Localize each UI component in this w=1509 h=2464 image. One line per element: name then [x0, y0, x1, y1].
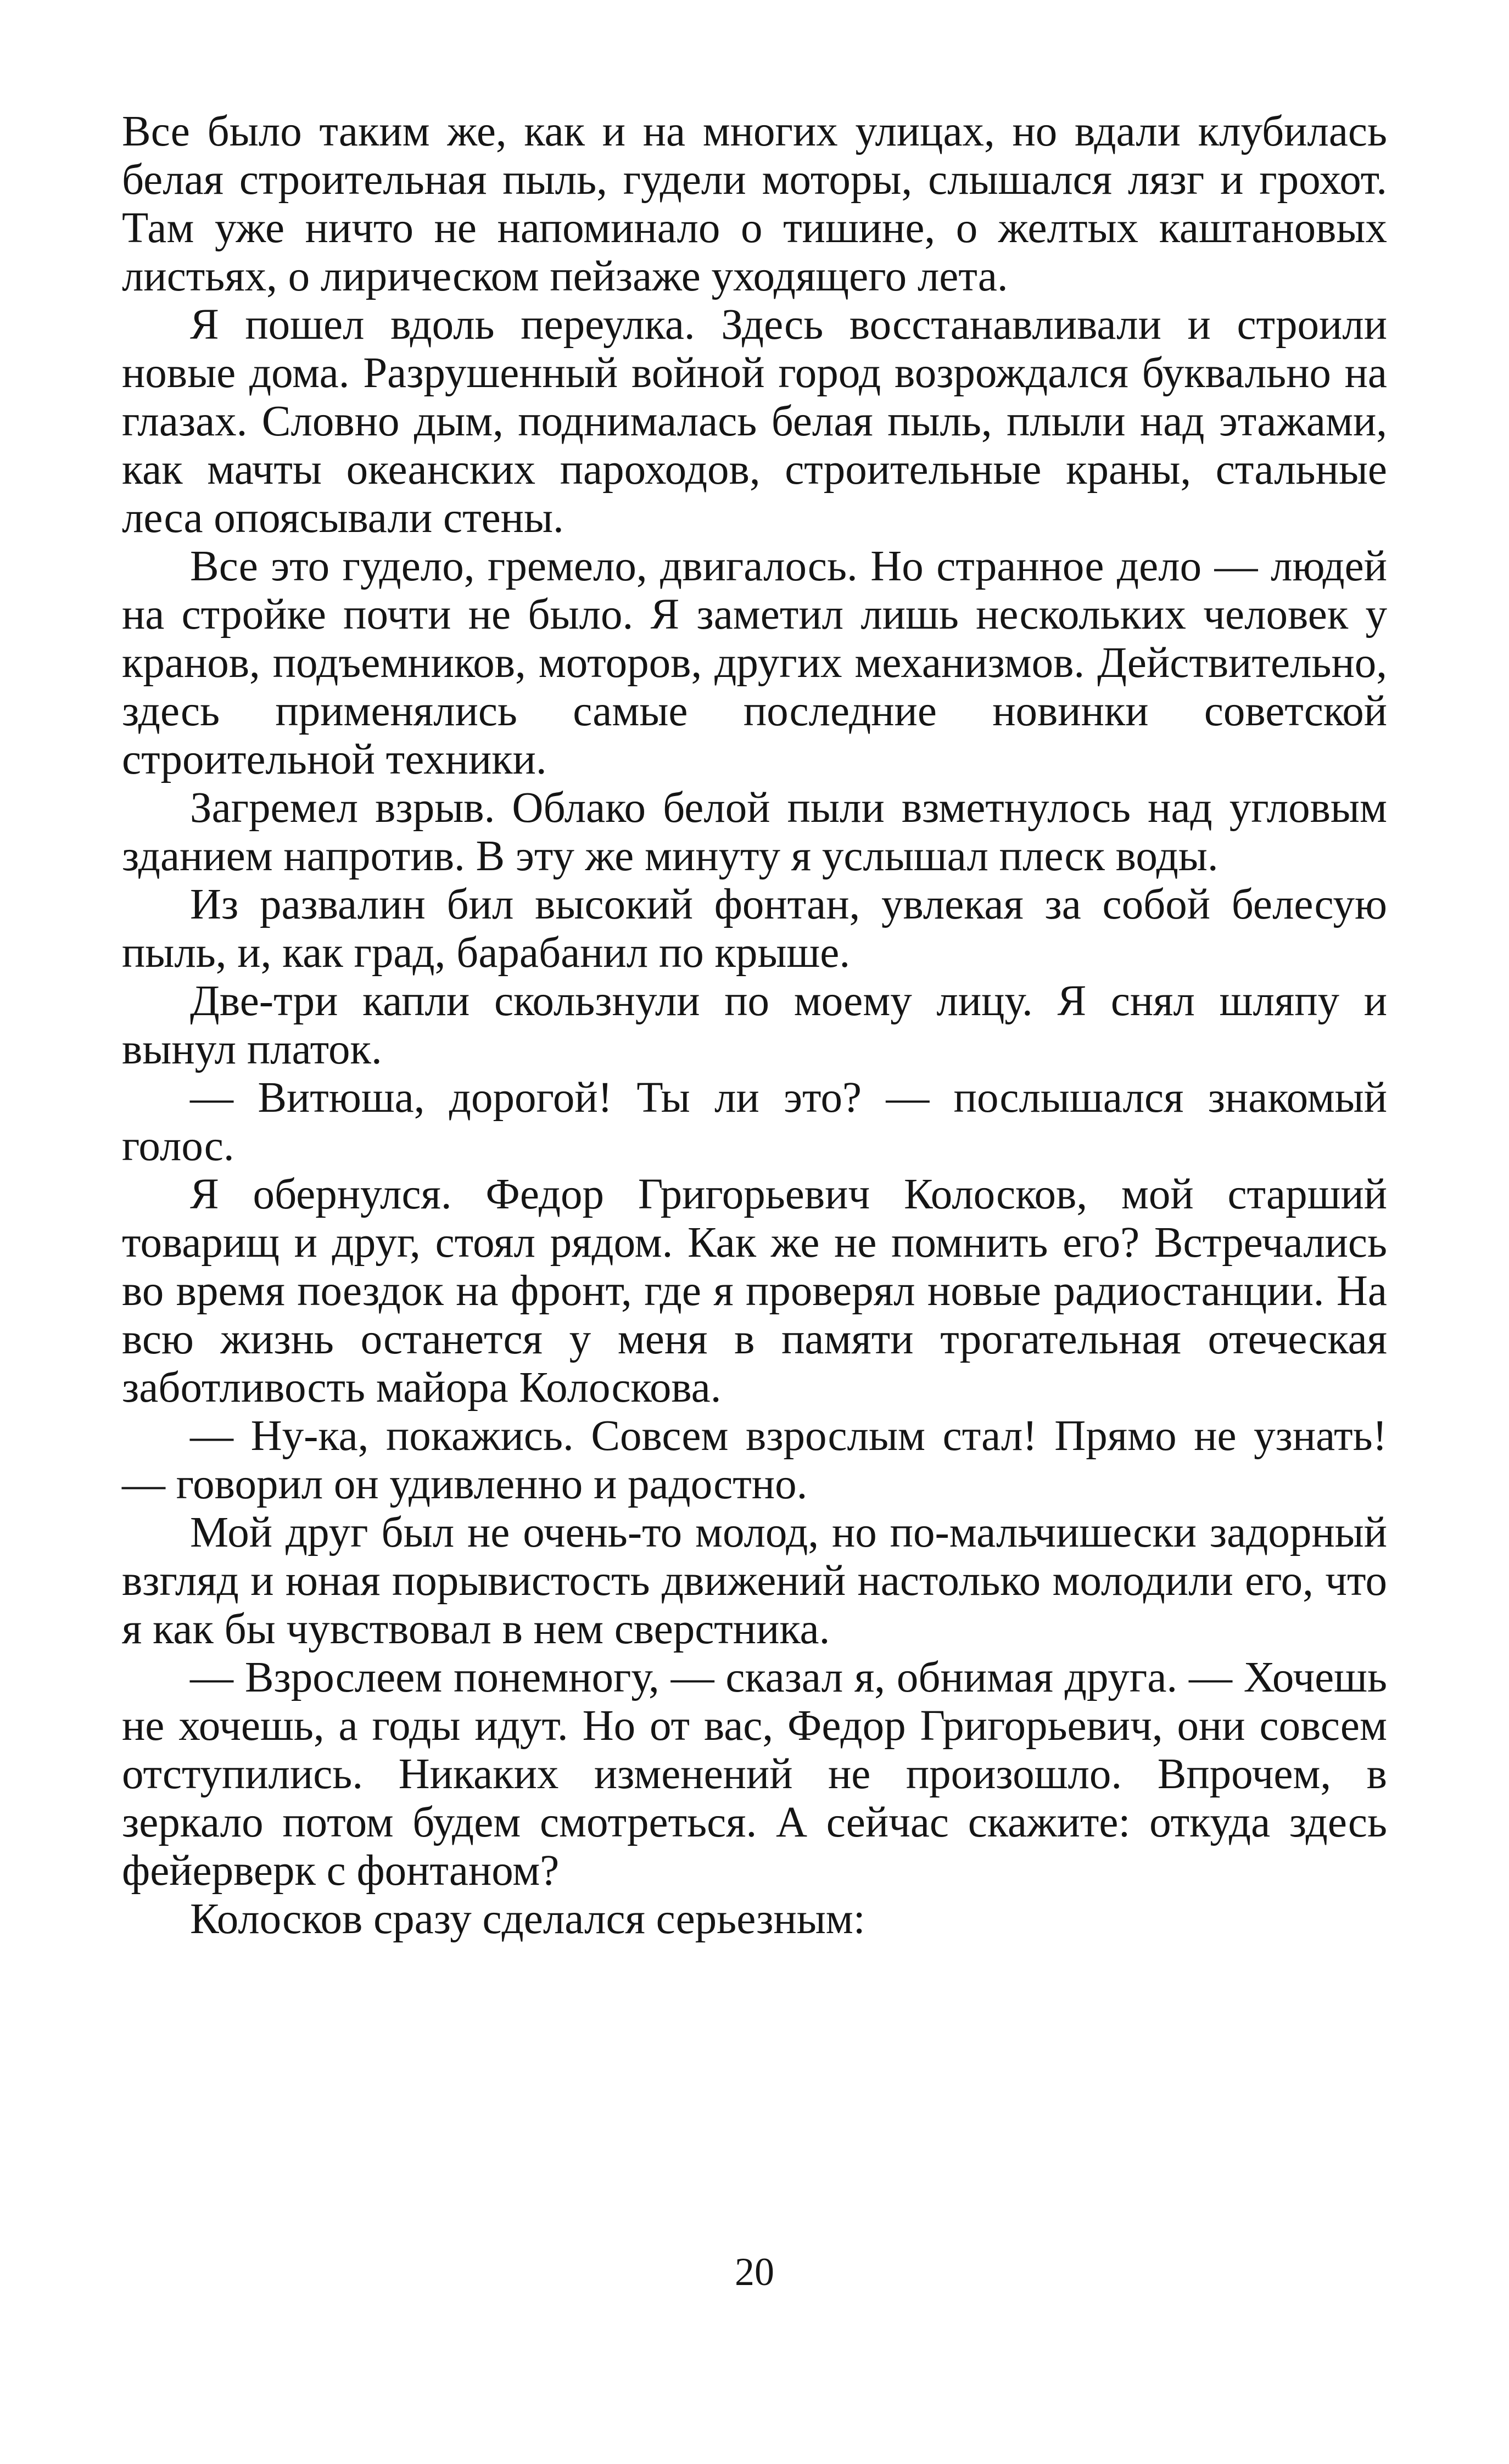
- paragraph: Мой друг был не очень-то молод, но по-мальчишески задорный взгляд и юная порывистость движений настолько молодили его, что я как бы чувствовал в нем сверстника.: [122, 1509, 1387, 1653]
- paragraph: Я обернулся. Федор Григорьевич Колосков, мой старший товарищ и друг, стоял рядом. Как же не помнить его? Встречались во время поездок на фронт, где я проверял новые радиостанции. На всю жизнь останется у меня в памяти трогательная отеческая заботливость майора Колоскова.: [122, 1171, 1387, 1412]
- paragraph: Из развалин бил высокий фонтан, увлекая за собой белесую пыль, и, как град, барабанил по крыше.: [122, 881, 1387, 977]
- paragraph: Колосков сразу сделался серьезным:: [190, 1895, 865, 1943]
- paragraph: Я пошел вдоль переулка. Здесь восстанавливали и строили новые дома. Разрушенный войной город возрождался буквально на глазах. Словно дым, поднималась белая пыль, плыли над этажами, как мачты океанских пароходов, строительные краны, стальные леса опоясывали стены.: [122, 301, 1387, 542]
- paragraph: Все было таким же, как и на многих улицах, но вдали клубилась белая строительная пыль, гудели моторы, слышался лязг и грохот. Там уже ничто не напоминало о тишине, о желтых каштановых листьях, о лирическом пейзаже уходящего лета.: [122, 108, 1387, 300]
- dialogue-paragraph: — Взрослеем понемногу, — сказал я, обнимая друга. — Хочешь не хочешь, а годы идут. Но от вас, Федор Григорьевич, они совсем отступились. Никаких изменений не произошло. Впрочем, в зеркало потом будем смотреться. А сейчас скажите: откуда здесь фейерверк с фонтаном?: [122, 1654, 1387, 1895]
- page-number: 20: [735, 2250, 774, 2294]
- paragraph: Две-три капли скользнули по моему лицу. Я снял шляпу и вынул платок.: [122, 977, 1387, 1073]
- paragraph: Все это гудело, гремело, двигалось. Но странное дело — людей на стройке почти не было. Я заметил лишь нескольких человек у кранов, подъемников, моторов, других механизмов. Действительно, здесь применялись самые последние новинки советской строительной техники.: [122, 542, 1387, 783]
- page-body-text: [122, 108, 1387, 1944]
- dialogue-paragraph: — Ну-ка, покажись. Совсем взрослым стал! Прямо не узнать! — говорил он удивленно и радостно.: [122, 1412, 1387, 1508]
- dialogue-paragraph: — Витюша, дорогой! Ты ли это? — послышался знакомый голос.: [122, 1074, 1387, 1170]
- paragraph: Загремел взрыв. Облако белой пыли взметнулось над угловым зданием напротив. В эту же минуту я услышал плеск воды.: [122, 784, 1387, 880]
